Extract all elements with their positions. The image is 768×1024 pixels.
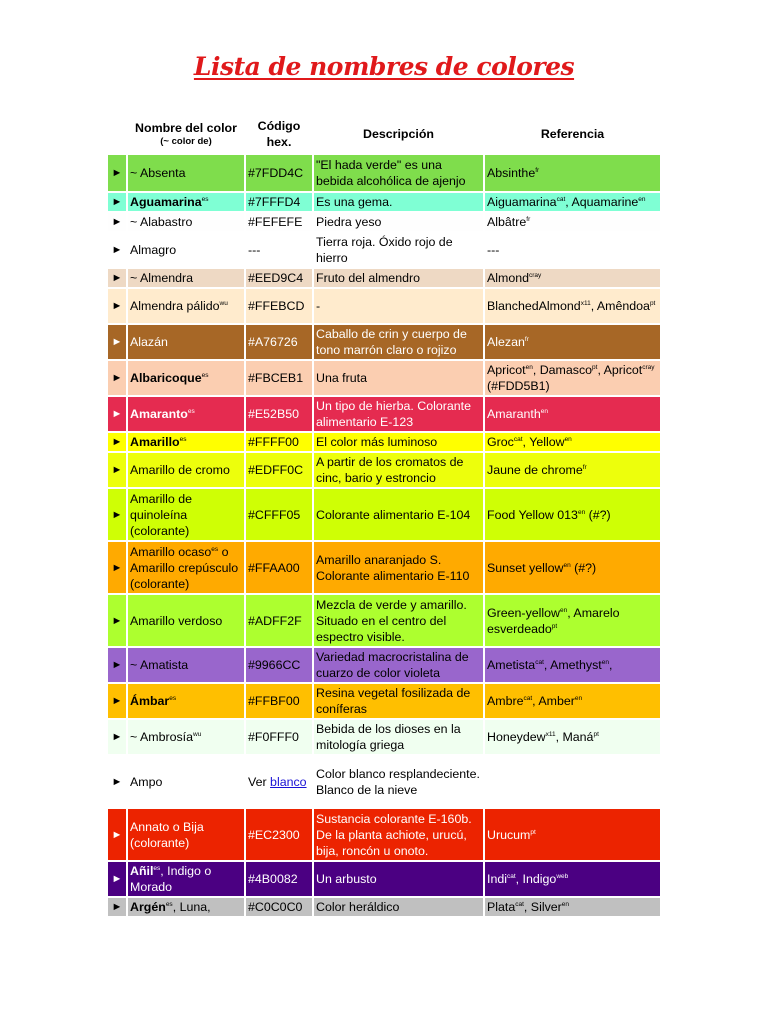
color-name-cell: ~ Alabastro	[128, 213, 244, 231]
table-row	[108, 756, 660, 807]
description-cell: Una fruta	[314, 361, 483, 395]
table-row	[108, 862, 660, 896]
reference-cell: Sunset yellow$^{en}$ (#?)	[485, 542, 660, 593]
table-row	[108, 233, 660, 267]
description-cell: Variedad macrocristalina de cuarzo de color violeta	[314, 648, 483, 682]
description-cell: -	[314, 289, 483, 323]
table-row	[108, 269, 660, 287]
row-arrow-icon: ►	[108, 361, 126, 395]
table-row	[108, 213, 660, 231]
hex-code-cell: #9966CC	[246, 648, 312, 682]
description-cell: Colorante alimentario E-104	[314, 489, 483, 540]
table-row	[108, 648, 660, 682]
hex-code-cell: #7FDD4C	[246, 155, 312, 191]
color-name-cell: Amarillo ocaso$^{es}$ o Amarillo crepúsculo (colorante)	[128, 542, 244, 593]
hex-code-cell: #FEFEFE	[246, 213, 312, 231]
color-name-cell: ~ Almendra	[128, 269, 244, 287]
reference-cell: Groc$^{cat}$, Yellow$^{en}$	[485, 433, 660, 451]
row-arrow-icon: ►	[108, 155, 126, 191]
row-arrow-icon: ►	[108, 809, 126, 860]
row-arrow-icon: ►	[108, 756, 126, 807]
color-name-cell: Amarillo de quinoleína (colorante)	[128, 489, 244, 540]
reference-cell: Urucum$^{pt}$	[485, 809, 660, 860]
description-cell: Un arbusto	[314, 862, 483, 896]
reference-cell: Green-yellow$^{en}$, Amarelo esverdeado$^{pt}$	[485, 595, 660, 646]
color-name-cell: Argén$^{es}$, Luna,	[128, 898, 244, 916]
row-arrow-icon: ►	[108, 269, 126, 287]
color-name-cell: ~ Amatista	[128, 648, 244, 682]
hex-code-cell[interactable]: Ver blanco	[246, 756, 312, 807]
hex-code-cell: ---	[246, 233, 312, 267]
description-cell: El color más luminoso	[314, 433, 483, 451]
row-arrow-icon: ►	[108, 648, 126, 682]
header-reference: Referencia	[485, 115, 660, 153]
reference-cell: Alezan$^{fr}$	[485, 325, 660, 359]
reference-cell: Ambre$^{cat}$, Amber$^{en}$	[485, 684, 660, 718]
reference-cell: Apricot$^{en}$, Damasco$^{pt}$, Apricot$^{cray}$ (#FDD5B1)	[485, 361, 660, 395]
row-arrow-icon: ►	[108, 453, 126, 487]
hex-code-cell: #4B0082	[246, 862, 312, 896]
row-arrow-icon: ►	[108, 433, 126, 451]
color-name-cell: Amaranto$^{es}$	[128, 397, 244, 431]
color-name-cell: Amarillo verdoso	[128, 595, 244, 646]
reference-cell: Jaune de chrome$^{fr}$	[485, 453, 660, 487]
description-cell: Caballo de crin y cuerpo de tono marrón claro o rojizo	[314, 325, 483, 359]
description-cell: Color heráldico	[314, 898, 483, 916]
color-name-cell: Albaricoque$^{es}$	[128, 361, 244, 395]
reference-cell: BlanchedAlmond$^{x11}$, Amêndoa$^{pt}$	[485, 289, 660, 323]
header-name	[128, 115, 244, 153]
description-cell: Amarillo anaranjado S. Colorante alimentario E-110	[314, 542, 483, 593]
header-hex: Código hex.	[246, 115, 312, 153]
description-cell: Fruto del almendro	[314, 269, 483, 287]
reference-cell: Absinthe$^{fr}$	[485, 155, 660, 191]
hex-code-cell: #FBCEB1	[246, 361, 312, 395]
color-name-cell: ~ Absenta	[128, 155, 244, 191]
color-name-cell: Almendra pálido$^{wu}$	[128, 289, 244, 323]
color-table	[106, 113, 662, 918]
table-row	[108, 325, 660, 359]
reference-cell: Ametista$^{cat}$, Amethyst$^{en}$,	[485, 648, 660, 682]
blanco-link[interactable]: blanco	[270, 774, 307, 789]
hex-code-cell: #EDFF0C	[246, 453, 312, 487]
description-cell: Resina vegetal fosilizada de coníferas	[314, 684, 483, 718]
table-row	[108, 453, 660, 487]
row-arrow-icon: ►	[108, 862, 126, 896]
reference-cell: Plata$^{cat}$, Silver$^{en}$	[485, 898, 660, 916]
reference-cell: Indi$^{cat}$, Indigo$^{web}$	[485, 862, 660, 896]
description-cell: Es una gema.	[314, 193, 483, 211]
hex-code-cell: #ADFF2F	[246, 595, 312, 646]
hex-code-cell: #FFEBCD	[246, 289, 312, 323]
hex-code-cell: #EC2300	[246, 809, 312, 860]
description-cell: Color blanco resplandeciente. Blanco de la nieve	[314, 756, 483, 807]
table-row	[108, 155, 660, 191]
description-cell: Sustancia colorante E-160b. De la planta achiote, urucú, bija, roncón u onoto.	[314, 809, 483, 860]
reference-cell: ---	[485, 233, 660, 267]
table-row	[108, 397, 660, 431]
page-title: Lista de nombres de colores	[193, 52, 575, 81]
reference-cell: Honeydew$^{x11}$, Maná$^{pt}$	[485, 720, 660, 754]
reference-cell: Food Yellow $013^{en}$ (#?)	[485, 489, 660, 540]
header-spacer	[108, 115, 126, 153]
header-name-sub: (~ color de)	[160, 136, 212, 147]
description-cell: A partir de los cromatos de cinc, bario y estroncio	[314, 453, 483, 487]
description-cell: Un tipo de hierba. Colorante alimentario E-123	[314, 397, 483, 431]
row-arrow-icon: ►	[108, 720, 126, 754]
row-arrow-icon: ►	[108, 397, 126, 431]
row-arrow-icon: ►	[108, 898, 126, 916]
hex-code-cell: #FFAA00	[246, 542, 312, 593]
reference-cell	[485, 756, 660, 807]
hex-code-cell: #EED9C4	[246, 269, 312, 287]
color-name-cell: Amarillo$^{es}$	[128, 433, 244, 451]
row-arrow-icon: ►	[108, 489, 126, 540]
row-arrow-icon: ►	[108, 193, 126, 211]
reference-cell: Almond$^{cray}$	[485, 269, 660, 287]
hex-code-cell: #C0C0C0	[246, 898, 312, 916]
row-arrow-icon: ►	[108, 325, 126, 359]
table-row	[108, 720, 660, 754]
reference-cell: Albâtre$^{fr}$	[485, 213, 660, 231]
header-description: Descripción	[314, 115, 483, 153]
description-cell: Tierra roja. Óxido rojo de hierro	[314, 233, 483, 267]
table-row	[108, 193, 660, 211]
table-row	[108, 898, 660, 916]
color-name-cell: Añil$^{es}$, Indigo o Morado	[128, 862, 244, 896]
table-header-row	[108, 115, 660, 153]
hex-code-cell: #E52B50	[246, 397, 312, 431]
row-arrow-icon: ►	[108, 213, 126, 231]
color-name-cell: Ampo	[128, 756, 244, 807]
row-arrow-icon: ►	[108, 684, 126, 718]
row-arrow-icon: ►	[108, 542, 126, 593]
row-arrow-icon: ►	[108, 289, 126, 323]
header-name-label: Nombre del color	[135, 121, 237, 135]
table-row	[108, 542, 660, 593]
table-row	[108, 289, 660, 323]
table-row	[108, 433, 660, 451]
hex-code-cell: #A76726	[246, 325, 312, 359]
color-name-cell: Annato o Bija (colorante)	[128, 809, 244, 860]
description-cell: "El hada verde" es una bebida alcohólica de ajenjo	[314, 155, 483, 191]
hex-code-cell: #CFFF05	[246, 489, 312, 540]
color-name-cell: Ámbar$^{es}$	[128, 684, 244, 718]
table-row	[108, 809, 660, 860]
table-row	[108, 684, 660, 718]
table-row	[108, 595, 660, 646]
row-arrow-icon: ►	[108, 233, 126, 267]
table-row	[108, 361, 660, 395]
color-name-cell: Aguamarina$^{es}$	[128, 193, 244, 211]
color-name-cell: Almagro	[128, 233, 244, 267]
description-cell: Piedra yeso	[314, 213, 483, 231]
color-name-cell: Alazán	[128, 325, 244, 359]
color-name-cell: ~ Ambrosía$^{wu}$	[128, 720, 244, 754]
color-name-cell: Amarillo de cromo	[128, 453, 244, 487]
description-cell: Mezcla de verde y amarillo. Situado en el centro del espectro visible.	[314, 595, 483, 646]
reference-cell: Aiguamarina$^{cat}$, Aquamarine$^{en}$	[485, 193, 660, 211]
reference-cell: Amaranth$^{en}$	[485, 397, 660, 431]
description-cell: Bebida de los dioses en la mitología griega	[314, 720, 483, 754]
hex-code-cell: #7FFFD4	[246, 193, 312, 211]
row-arrow-icon: ►	[108, 595, 126, 646]
hex-code-cell: #FFFF00	[246, 433, 312, 451]
table-row	[108, 489, 660, 540]
hex-code-cell: #F0FFF0	[246, 720, 312, 754]
hex-code-cell: #FFBF00	[246, 684, 312, 718]
